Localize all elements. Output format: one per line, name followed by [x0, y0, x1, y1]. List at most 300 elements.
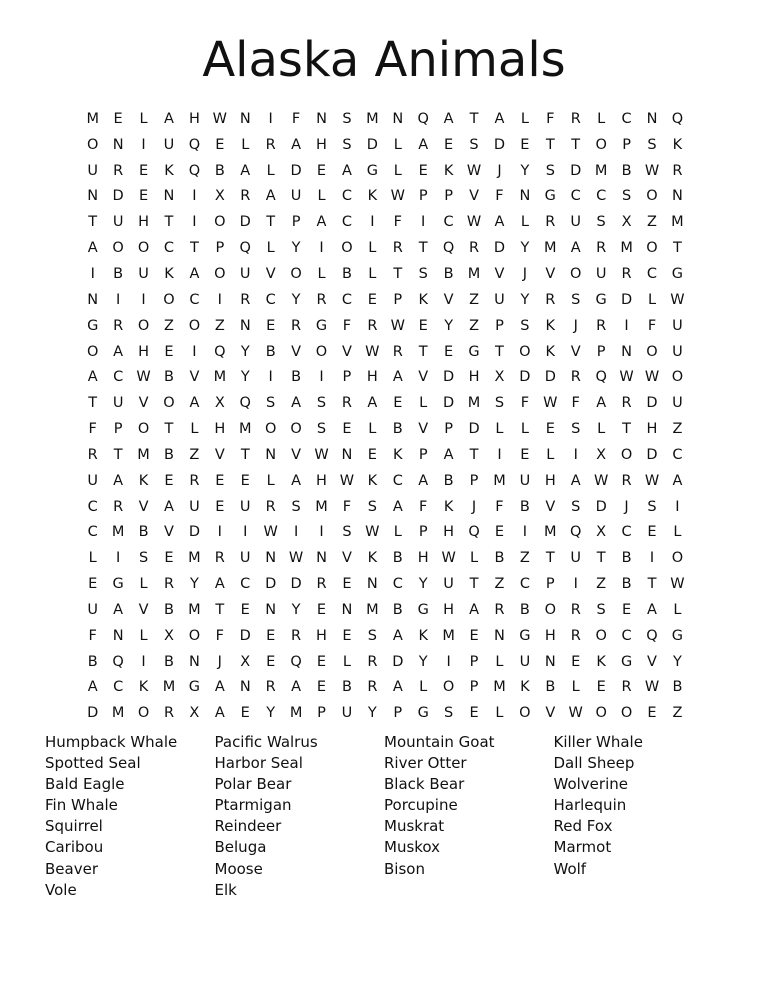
grid-letter: G: [112, 576, 124, 593]
grid-letter: L: [546, 446, 555, 463]
grid-letter: F: [342, 317, 352, 334]
grid-letter: Z: [469, 317, 479, 334]
grid-letter: M: [544, 240, 557, 257]
grid-letter: L: [368, 265, 377, 282]
grid-letter: H: [316, 136, 327, 153]
grid-letter: C: [621, 524, 632, 541]
grid-letter: A: [291, 395, 302, 412]
grid-letter: B: [164, 653, 174, 670]
grid-letter: W: [365, 524, 380, 541]
grid-letter: U: [290, 188, 302, 205]
grid-letter: U: [138, 265, 149, 282]
grid-letter: E: [418, 317, 428, 334]
grid-letter: E: [520, 136, 530, 153]
grid-letter: W: [339, 472, 355, 489]
grid-row: [80, 571, 690, 597]
grid-letter: U: [87, 601, 99, 618]
grid-letter: C: [341, 214, 352, 231]
grid-letter: D: [519, 369, 531, 386]
grid-letter: H: [214, 421, 226, 438]
grid-letter: G: [620, 653, 633, 670]
grid-letter: W: [136, 369, 151, 386]
grid-letter: G: [366, 162, 378, 179]
grid-letter: C: [113, 679, 124, 696]
grid-letter: F: [88, 627, 97, 644]
word-list-item: Harlequin: [553, 796, 627, 815]
grid-letter: R: [494, 601, 505, 618]
grid-letter: K: [596, 653, 606, 670]
grid-letter: R: [570, 110, 581, 127]
grid-letter: T: [672, 240, 682, 257]
word-list-item: Mountain Goat: [384, 733, 495, 751]
word-list-item: Fin Whale: [45, 796, 118, 815]
grid-letter: E: [316, 601, 327, 618]
grid-letter: V: [138, 498, 149, 515]
grid-letter: O: [137, 705, 150, 722]
grid-letter: I: [319, 524, 324, 541]
grid-letter: R: [545, 291, 556, 308]
word-list-item: Reindeer: [214, 817, 282, 836]
grid-letter: Q: [468, 524, 480, 541]
grid-letter: C: [392, 472, 403, 489]
grid-letter: Y: [672, 653, 682, 670]
grid-letter: M: [86, 110, 99, 127]
grid-letter: E: [393, 395, 403, 412]
grid-letter: I: [243, 524, 248, 541]
grid-letter: F: [571, 395, 580, 412]
grid-letter: A: [164, 110, 174, 127]
grid-letter: R: [113, 162, 124, 179]
grid-letter: I: [675, 498, 680, 515]
grid-letter: F: [520, 395, 530, 412]
grid-letter: L: [520, 110, 529, 127]
grid-letter: M: [442, 627, 455, 644]
grid-letter: T: [164, 214, 174, 231]
grid-letter: B: [392, 421, 403, 438]
grid-letter: L: [597, 421, 606, 438]
grid-letter: T: [545, 550, 555, 567]
grid-letter: R: [265, 679, 276, 696]
grid-letter: E: [266, 627, 276, 644]
grid-letter: N: [366, 576, 378, 593]
grid-letter: O: [646, 188, 658, 205]
grid-letter: N: [239, 679, 251, 696]
grid-letter: Z: [214, 317, 225, 334]
grid-letter: Z: [469, 291, 479, 308]
grid-letter: G: [417, 601, 429, 618]
grid-letter: G: [519, 627, 531, 644]
grid-letter: P: [444, 188, 453, 205]
grid-letter: S: [520, 317, 530, 334]
grid-letter: Y: [240, 369, 250, 386]
grid-letter: N: [112, 136, 124, 153]
grid-letter: M: [111, 705, 125, 722]
grid-letter: L: [368, 421, 377, 438]
grid-letter: B: [621, 162, 632, 179]
grid-letter: T: [88, 395, 98, 412]
grid-letter: E: [621, 601, 632, 618]
grid-letter: B: [291, 369, 302, 386]
grid-letter: O: [137, 317, 150, 334]
grid-letter: G: [595, 291, 607, 308]
grid-letter: U: [239, 265, 251, 282]
grid-row: [80, 623, 690, 649]
grid-letter: S: [571, 291, 581, 308]
grid-row: [80, 184, 690, 210]
grid-letter: C: [87, 498, 98, 515]
grid-letter: E: [164, 343, 174, 360]
grid-letter: W: [390, 317, 405, 334]
grid-letter: I: [217, 291, 222, 308]
grid-letter: O: [112, 240, 124, 257]
grid-row: [80, 390, 690, 416]
grid-row: [80, 106, 690, 132]
grid-letter: K: [138, 472, 149, 489]
grid-letter: C: [646, 265, 658, 282]
grid-letter: V: [443, 291, 454, 308]
grid-letter: E: [215, 136, 225, 153]
grid-letter: R: [672, 162, 683, 179]
grid-letter: P: [418, 188, 428, 205]
grid-letter: M: [111, 524, 125, 541]
grid-letter: K: [418, 291, 428, 308]
grid-letter: O: [290, 265, 302, 282]
grid-row: [80, 468, 690, 494]
grid-letter: L: [673, 601, 682, 618]
grid-letter: T: [469, 446, 479, 463]
grid-letter: O: [163, 395, 175, 412]
word-list: [45, 732, 745, 901]
grid-letter: A: [265, 188, 276, 205]
grid-letter: O: [595, 705, 607, 722]
grid-letter: K: [545, 343, 556, 360]
grid-letter: E: [266, 653, 276, 670]
grid-letter: W: [390, 188, 405, 205]
grid-letter: A: [392, 679, 403, 696]
grid-letter: J: [497, 162, 502, 179]
grid-letter: M: [213, 369, 227, 386]
grid-letter: K: [443, 162, 454, 179]
grid-letter: F: [342, 498, 352, 515]
grid-letter: M: [594, 162, 608, 179]
grid-letter: B: [621, 550, 632, 567]
grid-letter: D: [620, 291, 633, 308]
grid-row: [80, 416, 690, 442]
grid-letter: R: [367, 653, 378, 670]
grid-letter: W: [288, 550, 304, 567]
grid-letter: L: [190, 421, 199, 438]
grid-letter: Q: [646, 627, 658, 644]
grid-letter: M: [315, 498, 328, 515]
grid-letter: U: [87, 472, 99, 489]
grid-letter: E: [316, 162, 327, 179]
letter-grid: [80, 106, 690, 726]
grid-letter: H: [188, 110, 200, 127]
grid-letter: V: [291, 343, 302, 360]
grid-letter: Z: [672, 421, 683, 438]
grid-letter: E: [647, 705, 657, 722]
grid-letter: E: [418, 162, 428, 179]
grid-letter: O: [87, 343, 99, 360]
grid-letter: C: [163, 240, 175, 257]
grid-letter: R: [570, 369, 581, 386]
grid-letter: A: [189, 265, 200, 282]
grid-letter: E: [367, 291, 377, 308]
grid-letter: V: [138, 601, 149, 618]
grid-letter: P: [215, 240, 225, 257]
grid-letter: I: [192, 343, 197, 360]
grid-letter: L: [419, 395, 428, 412]
grid-letter: L: [597, 110, 606, 127]
grid-letter: E: [266, 317, 276, 334]
grid-letter: E: [240, 705, 250, 722]
grid-letter: R: [87, 446, 98, 463]
grid-letter: C: [443, 214, 454, 231]
grid-letter: W: [670, 576, 685, 593]
grid-letter: W: [543, 395, 558, 412]
grid-letter: S: [647, 498, 657, 515]
grid-letter: R: [316, 291, 327, 308]
word-list-item: Killer Whale: [553, 733, 643, 751]
grid-letter: K: [418, 627, 428, 644]
grid-letter: A: [164, 498, 174, 515]
grid-letter: P: [596, 343, 606, 360]
grid-letter: V: [545, 498, 556, 515]
grid-letter: B: [164, 369, 174, 386]
word-list-item: Spotted Seal: [45, 754, 141, 773]
grid-letter: V: [189, 369, 200, 386]
grid-letter: Q: [595, 369, 607, 386]
grid-letter: W: [644, 162, 660, 179]
grid-letter: W: [644, 369, 660, 386]
grid-letter: B: [494, 550, 505, 567]
grid-letter: R: [392, 240, 403, 257]
grid-letter: I: [573, 576, 578, 593]
grid-letter: I: [115, 550, 121, 567]
grid-row: [80, 209, 690, 235]
grid-letter: D: [112, 188, 124, 205]
word-list-item: Muskrat: [384, 817, 445, 836]
grid-row: [80, 313, 690, 339]
grid-letter: X: [621, 214, 632, 231]
word-list-item: Vole: [45, 880, 77, 899]
grid-letter: R: [189, 472, 200, 489]
grid-letter: A: [113, 343, 124, 360]
grid-letter: R: [163, 705, 175, 722]
grid-letter: R: [621, 472, 632, 489]
grid-letter: J: [624, 498, 629, 515]
grid-letter: G: [544, 188, 556, 205]
grid-letter: K: [443, 498, 454, 515]
grid-letter: G: [671, 627, 684, 644]
grid-row: [80, 235, 690, 261]
grid-letter: T: [469, 110, 479, 127]
grid-letter: V: [545, 705, 556, 722]
grid-letter: X: [189, 705, 200, 722]
word-list-item: Bison: [384, 859, 425, 878]
grid-letter: X: [164, 627, 174, 644]
grid-letter: O: [188, 627, 201, 644]
word-column: [554, 732, 724, 901]
grid-letter: B: [265, 343, 276, 360]
grid-letter: L: [520, 421, 529, 438]
grid-letter: G: [417, 705, 429, 722]
grid-letter: B: [341, 679, 352, 696]
grid-letter: O: [671, 550, 684, 567]
grid-letter: S: [621, 188, 632, 205]
grid-letter: B: [164, 601, 174, 618]
grid-letter: S: [367, 627, 377, 644]
grid-letter: C: [596, 188, 607, 205]
grid-letter: R: [596, 317, 607, 334]
grid-letter: E: [138, 188, 149, 205]
grid-letter: H: [443, 524, 455, 541]
grid-letter: O: [595, 136, 607, 153]
grid-letter: B: [545, 679, 556, 696]
grid-letter: D: [443, 395, 455, 412]
grid-letter: Z: [164, 317, 174, 334]
grid-letter: N: [544, 653, 556, 670]
grid-letter: E: [520, 446, 530, 463]
grid-letter: X: [596, 446, 607, 463]
grid-letter: A: [291, 136, 302, 153]
grid-letter: A: [596, 395, 607, 412]
grid-letter: O: [137, 421, 150, 438]
grid-letter: E: [215, 498, 225, 515]
grid-letter: T: [647, 576, 657, 593]
grid-letter: F: [88, 421, 97, 438]
grid-row: [80, 545, 690, 571]
grid-letter: C: [240, 576, 251, 593]
grid-letter: Y: [520, 291, 530, 308]
grid-letter: D: [493, 136, 506, 153]
grid-letter: L: [368, 240, 377, 257]
grid-letter: T: [164, 421, 174, 438]
grid-letter: J: [522, 265, 528, 282]
grid-letter: V: [265, 265, 276, 282]
grid-letter: R: [113, 498, 124, 515]
grid-letter: F: [393, 214, 402, 231]
grid-row: [80, 158, 690, 184]
grid-letter: P: [545, 576, 555, 593]
grid-letter: R: [469, 240, 480, 257]
grid-letter: V: [341, 550, 352, 567]
grid-letter: O: [214, 265, 226, 282]
grid-letter: A: [392, 498, 403, 515]
grid-letter: L: [469, 550, 479, 567]
grid-letter: A: [113, 601, 124, 618]
grid-letter: O: [137, 240, 150, 257]
grid-letter: R: [163, 576, 175, 593]
grid-letter: Q: [442, 240, 455, 257]
grid-letter: R: [545, 214, 556, 231]
grid-letter: W: [212, 110, 227, 127]
grid-letter: B: [113, 265, 124, 282]
grid-letter: U: [189, 498, 200, 515]
grid-letter: M: [493, 679, 506, 696]
grid-letter: N: [494, 627, 505, 644]
grid-letter: N: [112, 627, 124, 644]
grid-letter: P: [622, 136, 631, 153]
grid-letter: C: [87, 524, 98, 541]
grid-letter: E: [240, 472, 250, 489]
grid-letter: E: [469, 705, 479, 722]
grid-letter: K: [138, 679, 149, 696]
grid-letter: V: [469, 188, 479, 205]
grid-letter: S: [571, 498, 581, 515]
word-list-item: Harbor Seal: [214, 754, 303, 773]
grid-letter: S: [342, 524, 352, 541]
grid-letter: L: [139, 627, 148, 644]
grid-letter: I: [624, 317, 629, 334]
grid-letter: U: [672, 317, 683, 334]
grid-letter: A: [113, 472, 124, 489]
grid-letter: A: [672, 472, 683, 489]
grid-letter: Q: [188, 162, 201, 179]
grid-letter: Z: [647, 214, 657, 231]
grid-letter: N: [341, 601, 353, 618]
grid-letter: K: [393, 446, 403, 463]
grid-letter: N: [87, 188, 99, 205]
grid-letter: A: [494, 110, 505, 127]
grid-letter: E: [367, 446, 377, 463]
grid-row: [80, 675, 690, 701]
grid-letter: R: [341, 395, 352, 412]
word-list-item: Porcupine: [384, 796, 458, 815]
grid-letter: H: [138, 214, 149, 231]
grid-letter: G: [315, 317, 328, 334]
grid-letter: U: [595, 265, 607, 282]
grid-letter: C: [265, 291, 276, 308]
grid-letter: Z: [494, 576, 505, 593]
grid-letter: R: [367, 317, 378, 334]
grid-letter: I: [293, 524, 299, 541]
grid-letter: A: [214, 679, 225, 696]
grid-letter: S: [444, 705, 454, 722]
grid-letter: L: [495, 653, 504, 670]
grid-letter: T: [571, 136, 581, 153]
grid-letter: G: [671, 265, 684, 282]
grid-letter: R: [570, 627, 581, 644]
word-list-item: Black Bear: [384, 775, 465, 794]
grid-letter: F: [495, 498, 504, 515]
grid-letter: D: [265, 576, 277, 593]
grid-letter: B: [443, 265, 454, 282]
grid-letter: B: [672, 679, 683, 696]
grid-letter: N: [239, 110, 251, 127]
grid-letter: O: [315, 343, 328, 360]
grid-letter: Y: [291, 240, 301, 257]
grid-letter: U: [570, 214, 582, 231]
grid-letter: D: [366, 136, 378, 153]
grid-letter: L: [88, 550, 97, 567]
grid-letter: O: [620, 705, 633, 722]
grid-letter: E: [215, 472, 225, 489]
page-title: Alaska Animals: [202, 32, 566, 88]
grid-letter: Z: [672, 705, 683, 722]
grid-letter: U: [672, 395, 683, 412]
grid-letter: D: [87, 705, 99, 722]
grid-letter: A: [341, 162, 352, 179]
word-list-item: Beluga: [214, 838, 267, 857]
word-list-item: Wolf: [553, 859, 587, 878]
grid-letter: X: [596, 524, 607, 541]
grid-letter: C: [113, 369, 124, 386]
grid-letter: O: [519, 343, 531, 360]
grid-letter: I: [192, 188, 197, 205]
grid-letter: A: [87, 240, 98, 257]
grid-letter: V: [418, 421, 429, 438]
